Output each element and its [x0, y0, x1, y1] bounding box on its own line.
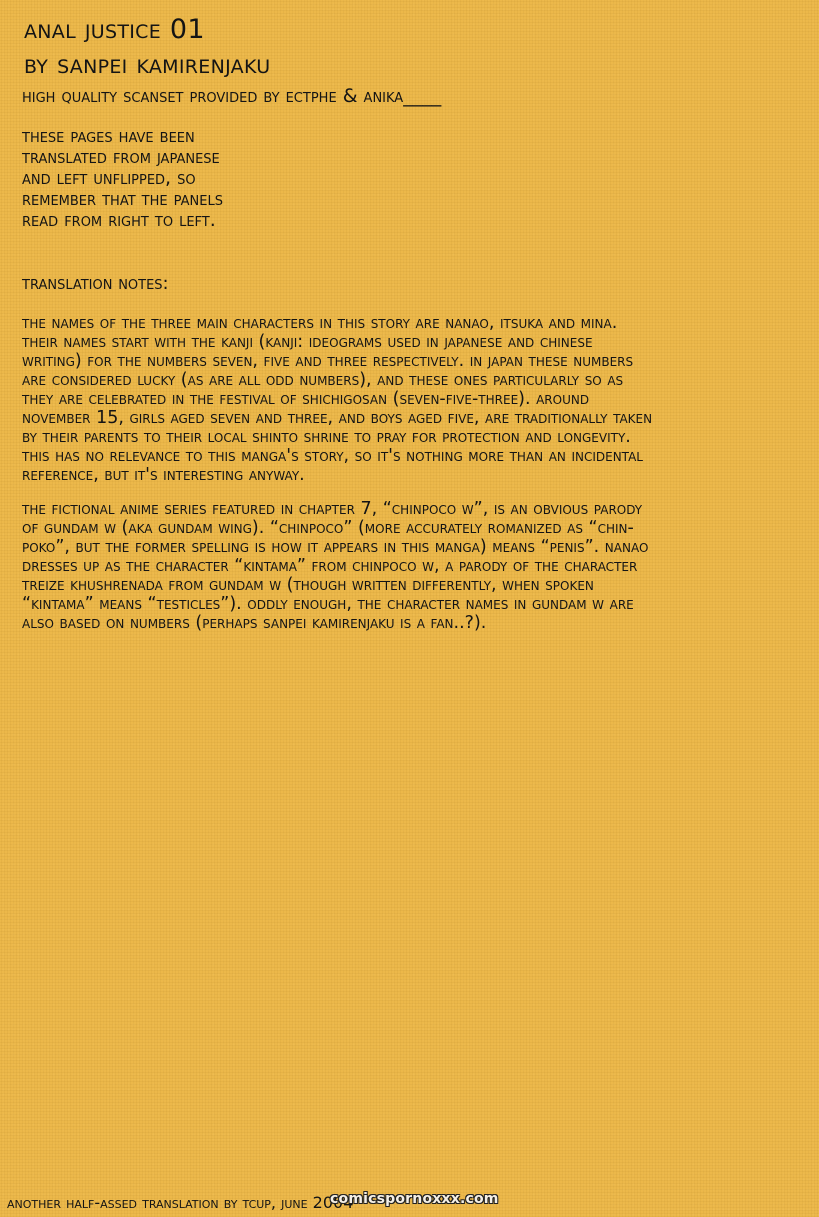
paragraph-line: november 15, girls aged seven and three, and boys aged five, are traditionally taken — [22, 408, 653, 428]
paragraph-line: are considered lucky (as are all odd numbers), and these ones particularly so as — [22, 370, 624, 390]
translation-note-paragraph-chinpoco — [22, 500, 800, 633]
notice-line: remember that the panels — [22, 188, 223, 210]
notice-line: translated from japanese — [22, 146, 220, 168]
scanset-credits: high quality scanset provided by ectphe & anika____ — [22, 85, 442, 107]
paragraph-line: they are celebrated in the festival of shichigosan (seven-five-three). around — [22, 389, 590, 409]
site-watermark: comicspornoxxx.com — [330, 1191, 499, 1207]
paragraph-line: writing) for the numbers seven, five and three respectively. in japan these numbers — [22, 351, 634, 371]
notice-line: these pages have been — [22, 125, 195, 147]
paragraph-line: “kintama” means “testicles”). oddly enough, the character names in gundam w are — [22, 594, 634, 614]
paragraph-line: also based on numbers (perhaps sanpei kamirenjaku is a fan..?). — [22, 613, 487, 633]
paragraph-line: their names start with the kanji (kanji: ideograms used in japanese and chinese — [22, 332, 593, 352]
paragraph-line: the names of the three main characters in this story are nanao, itsuka and mina. — [22, 313, 618, 333]
translator-credit-footer: another half-assed translation by tcup, june 2004 — [7, 1193, 354, 1212]
translation-note-paragraph-names — [22, 314, 800, 485]
paragraph-line: of gundam w (aka gundam wing). “chinpoco” (more accurately romanized as “chin- — [22, 518, 634, 538]
paragraph-line: reference, but it's interesting anyway. — [22, 465, 305, 485]
notice-line: read from right to left. — [22, 209, 216, 231]
paragraph-line: this has no relevance to this manga's story, so it's nothing more than an incidental — [22, 446, 643, 466]
reading-direction-notice — [22, 126, 223, 231]
notice-line: and left unflipped, so — [22, 167, 196, 189]
title-line-2: by sanpei kamirenjaku — [24, 49, 271, 80]
translation-notes-heading: translation notes: — [22, 273, 169, 294]
paragraph-line: treize khushrenada from gundam w (though written differently, when spoken — [22, 575, 594, 595]
paragraph-line: poko”, but the former spelling is how it appears in this manga) means “penis”. nanao — [22, 537, 649, 557]
paragraph-line: by their parents to their local shinto shrine to pray for protection and longevity. — [22, 427, 631, 447]
title-line-1: anal justice 01 — [24, 14, 205, 45]
paragraph-line: the fictional anime series featured in chapter 7, “chinpoco w”, is an obvious parody — [22, 499, 643, 519]
paragraph-line: dresses up as the character “kintama” from chinpoco w, a parody of the character — [22, 556, 638, 576]
page-title — [24, 12, 270, 82]
